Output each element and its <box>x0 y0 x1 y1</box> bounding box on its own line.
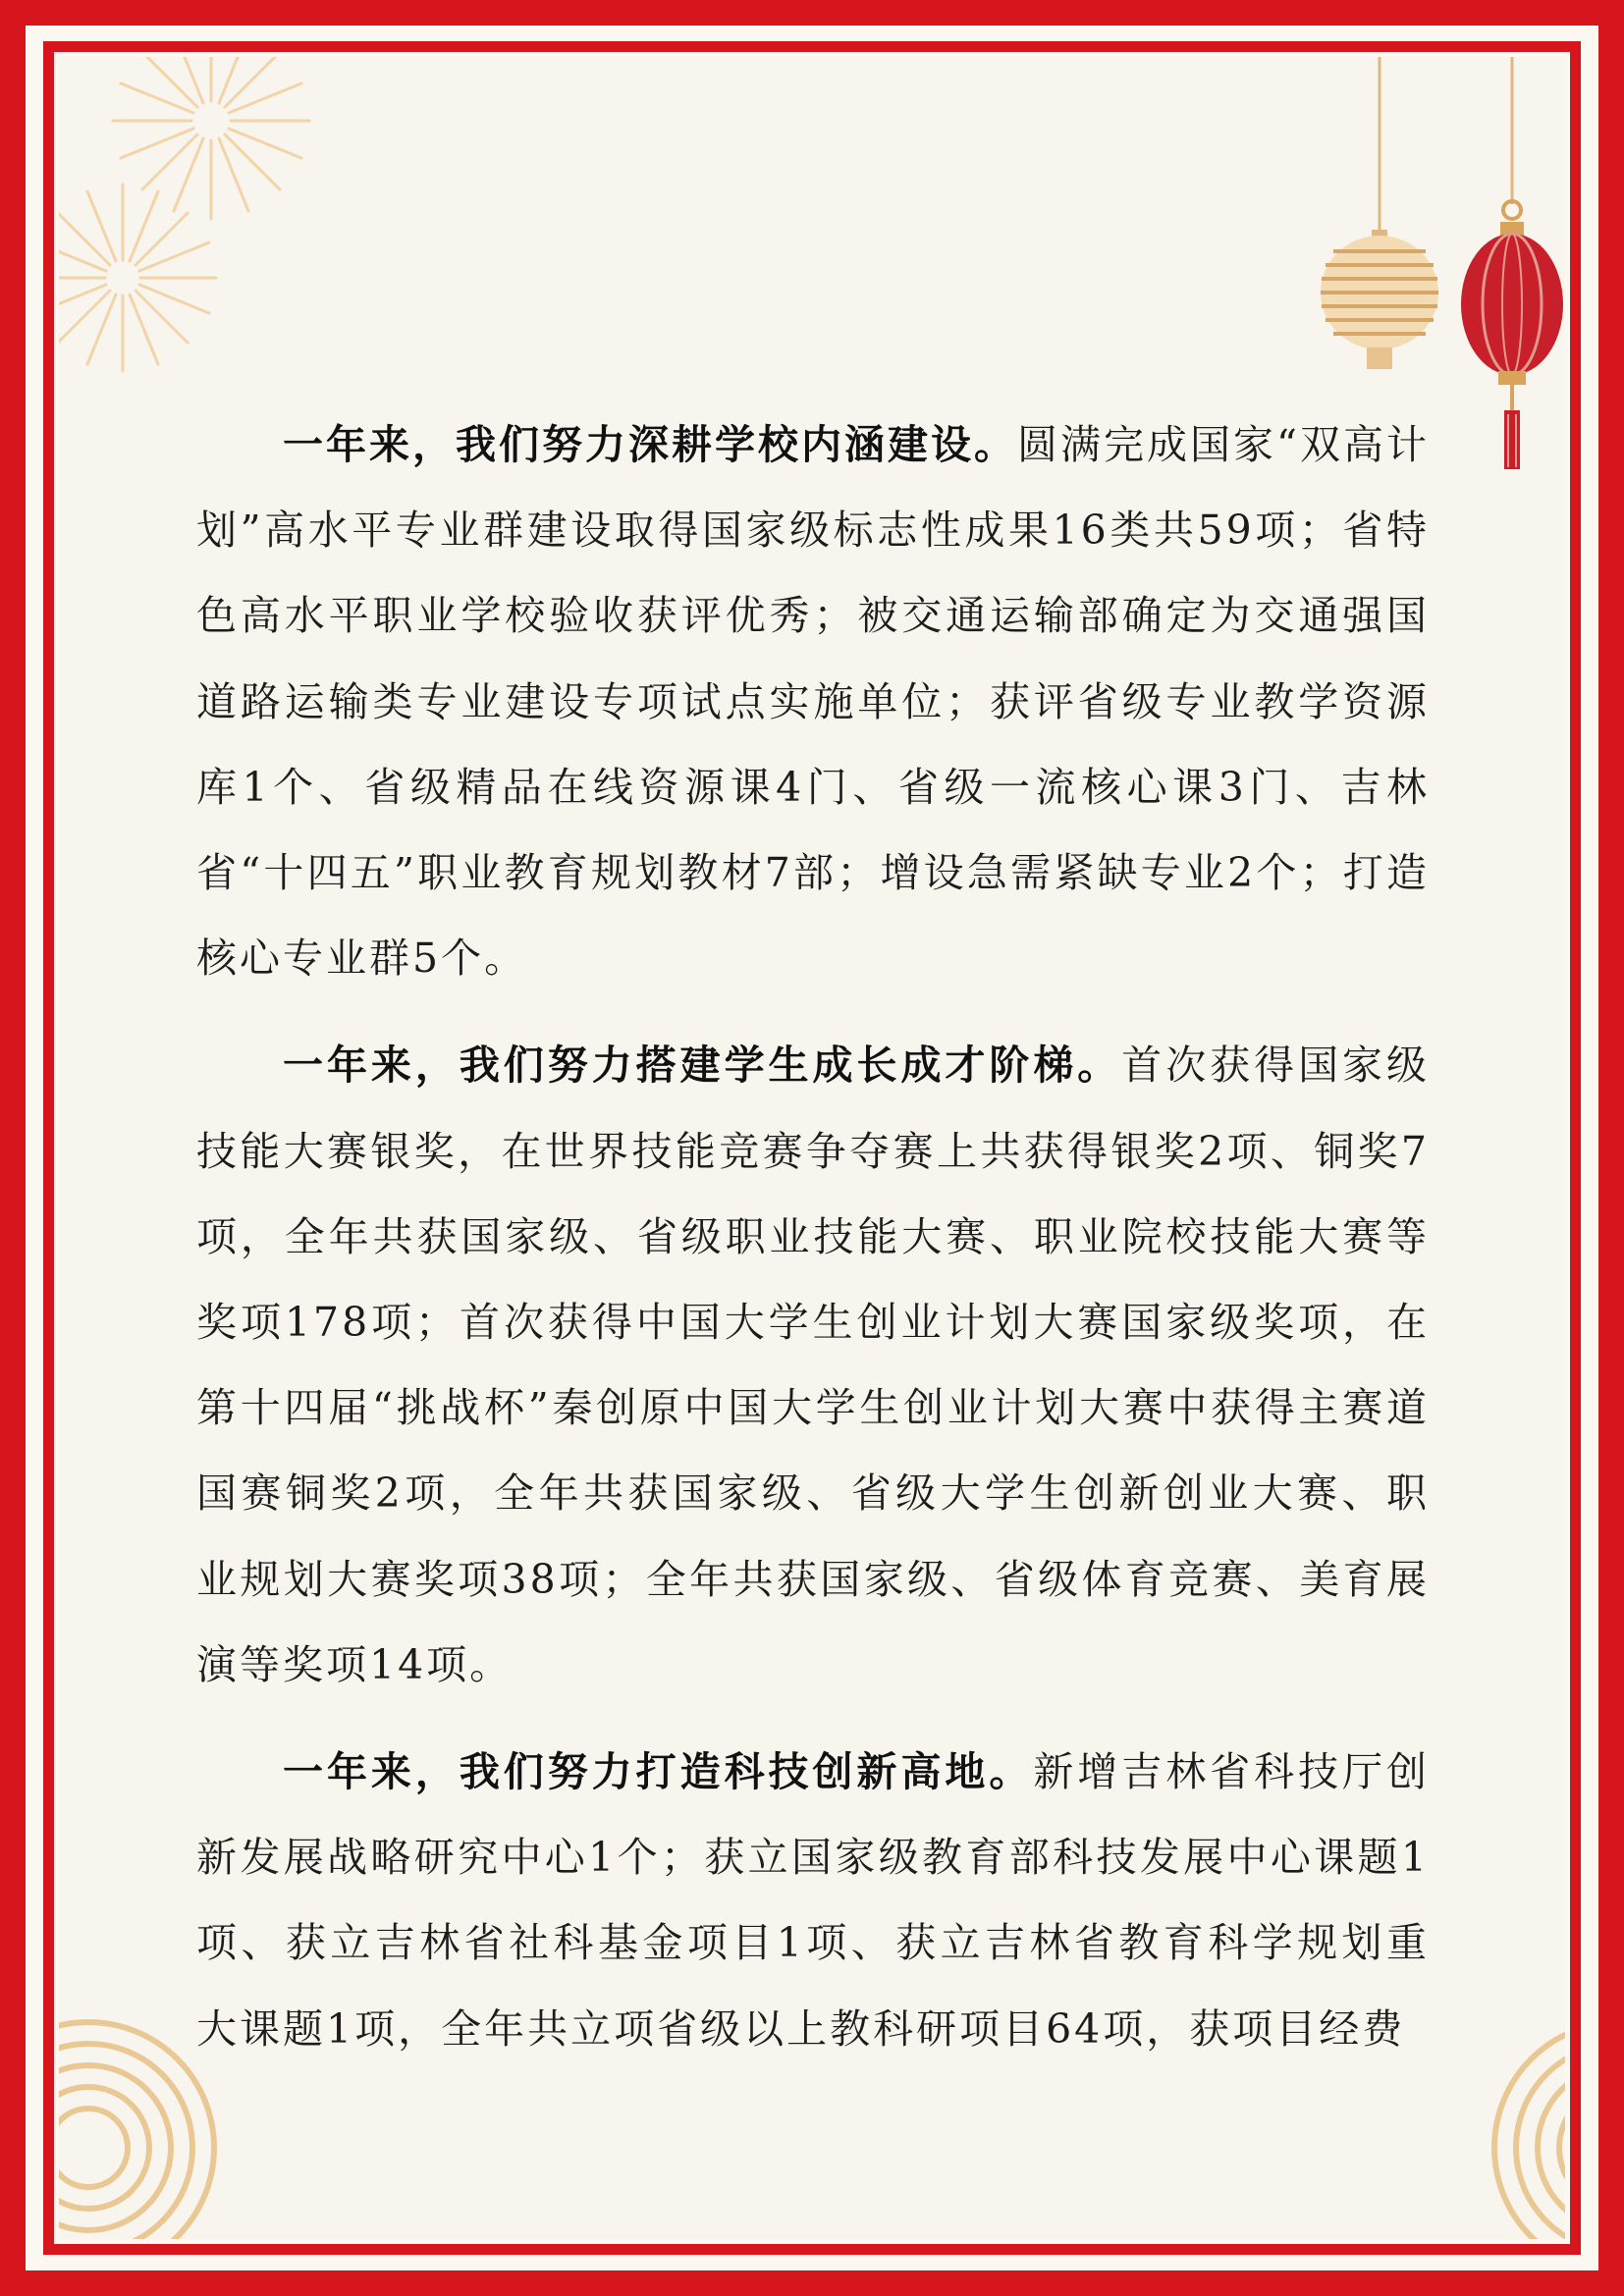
paragraph-body: 首次获得国家级技能大赛银奖，在世界技能竞赛争夺赛上共获得银奖2项、铜奖7项，全年共获国家级、省级职业技能大赛、职业院校技能大赛等奖项178项；首次获得中国大学生创业计划大赛国家级奖项，在第十四届“挑战杯”秦创原中国大学生创业计划大赛中获得主赛道国赛铜奖2项，全年共获国家级、省级大学生创新创业大赛、职业规划大赛奖项38项；全年共获国家级、省级体育竞赛、美育展演等奖项14项。 <box>196 1041 1431 1688</box>
paragraph-lead: 一年来，我们努力打造科技创新高地。 <box>283 1748 1034 1796</box>
paragraph-connotation <box>196 402 1430 1001</box>
paragraph-innovation <box>196 1730 1430 2072</box>
paragraph-body: 圆满完成国家“双高计划”高水平专业群建设取得国家级标志性成果16类共59项；省特色高水平职业学校验收获评优秀；被交通运输部确定为交通强国道路运输类专业建设专项试点实施单位；获评省级专业教学资源库1个、省级精品在线资源课4门、省级一流核心课3门、吉林省“十四五”职业教育规划教材7部；增设急需紧缺专业2个；打造核心专业群5个。 <box>196 421 1431 983</box>
paragraph-lead: 一年来，我们努力深耕学校内涵建设。 <box>283 421 1018 468</box>
paragraph-lead: 一年来，我们努力搭建学生成长成才阶梯。 <box>283 1041 1122 1090</box>
paragraph-body: 新增吉林省科技厅创新发展战略研究中心1个；获立国家级教育部科技发展中心课题1项、获立吉林省社科基金项目1项、获立吉林省教育科学规划重大课题1项，全年共立项省级以上教科研项目64项，获项目经费 <box>196 1748 1431 2053</box>
document-body <box>196 402 1430 2094</box>
paragraph-student-growth <box>196 1023 1430 1708</box>
